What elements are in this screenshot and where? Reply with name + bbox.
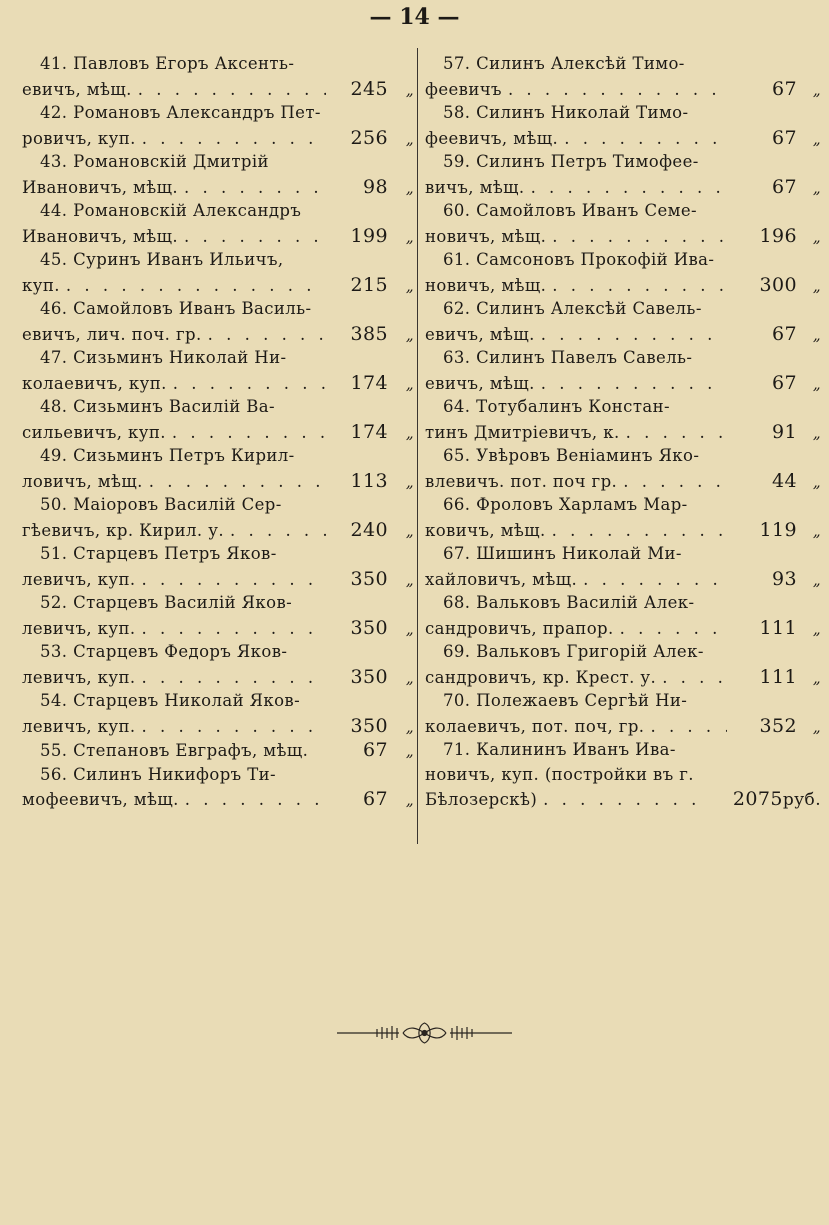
entry-name: Самойловъ Иванъ Василь-: [73, 299, 312, 318]
entry-continuation: феевичъ, мѣщ.: [425, 128, 559, 148]
list-item: [22, 640, 414, 689]
entry-number: 47.: [40, 348, 68, 367]
entry-amount: 300: [759, 273, 797, 296]
ditto-mark: „: [405, 521, 414, 540]
list-item: [425, 297, 821, 346]
entry-name: Увѣровъ Веніаминъ Яко-: [476, 446, 700, 465]
entry-name: Вальковъ Василій Алек-: [476, 593, 695, 612]
entry-number: 56.: [40, 764, 68, 784]
list-item: [425, 395, 821, 444]
leader-dots: [178, 225, 326, 250]
leader-dots: [136, 617, 327, 642]
entry-continuation: гѣевичъ, кр. Кирил. у.: [22, 520, 224, 540]
ditto-mark: „: [405, 227, 414, 246]
entry-amount: 256: [350, 126, 388, 149]
entry-amount: 215: [350, 273, 388, 296]
ditto-mark: „: [405, 178, 414, 197]
entry-amount: 350: [350, 567, 388, 590]
entry-name: Сизьминъ Петръ Кирил-: [73, 446, 295, 465]
entry-number: 58.: [443, 103, 471, 122]
entry-continuation: левичъ, куп.: [22, 667, 136, 687]
leader-dots: [620, 421, 727, 446]
ditto-mark: „: [405, 570, 414, 589]
entry-amount: 245: [350, 77, 388, 100]
list-item: [425, 346, 821, 395]
ditto-mark: „: [405, 129, 414, 148]
entry-amount: 111: [759, 616, 797, 639]
list-item: [425, 444, 821, 493]
ditto-mark: „: [405, 742, 414, 760]
entry-number: 51.: [40, 544, 68, 563]
entry-continuation: ловичъ, мѣщ.: [22, 471, 143, 491]
list-item: [425, 493, 821, 542]
ditto-mark: „: [405, 374, 414, 393]
leader-dots: [546, 519, 727, 544]
entry-amount: 67: [363, 788, 388, 810]
leader-dots: [166, 421, 326, 446]
ditto-mark: „: [405, 472, 414, 491]
entry-number: 52.: [40, 593, 68, 612]
entry-continuation: влевичъ. пот. поч гр.: [425, 471, 618, 491]
list-item: [22, 150, 414, 199]
entry-amount: 350: [350, 714, 388, 737]
ornament-divider-icon: [337, 1020, 512, 1046]
entry-name: Сизьминъ Николай Ни-: [73, 348, 287, 367]
entry-name: Романовскій Александръ: [73, 201, 302, 220]
entry-name: Старцевъ Николай Яков-: [73, 691, 301, 710]
entry-continuation: Ивановичъ, мѣщ.: [22, 226, 178, 246]
page-number: — 14 —: [369, 4, 460, 30]
ditto-mark: „: [812, 129, 821, 148]
list-item: [22, 542, 414, 591]
leader-dots: [502, 78, 727, 103]
entry-amount: 113: [350, 469, 388, 492]
entry-continuation: евичъ, лич. поч. гр.: [22, 324, 202, 344]
entry-amount: 2075: [732, 788, 783, 810]
entry-name: Степановъ Евграфъ, мѣщ.: [73, 741, 309, 760]
leader-dots: [577, 568, 727, 593]
entry-number: 55.: [40, 741, 68, 760]
entry-continuation: хайловичъ, мѣщ.: [425, 569, 578, 589]
list-item: [425, 640, 821, 689]
entry-name: Вальковъ Григорій Алек-: [476, 642, 704, 661]
entry-amount: 91: [772, 420, 797, 443]
entry-amount: 196: [759, 224, 797, 247]
entry-amount: 67: [363, 739, 388, 761]
entry-amount: 350: [350, 665, 388, 688]
list-item: [425, 150, 821, 199]
entry-continuation: левичъ, куп.: [22, 716, 136, 736]
entry-continuation: тинъ Дмитріевичъ, к.: [425, 422, 620, 442]
entry-amount: 240: [350, 518, 388, 541]
list-item: [22, 199, 414, 248]
leader-dots: [535, 323, 727, 348]
entry-continuation: новичъ, куп. (постройки въ г.: [425, 764, 694, 784]
entry-continuation: ковичъ, мѣщ.: [425, 520, 546, 540]
list-item: [22, 763, 414, 812]
entry-continuation: ровичъ, куп.: [22, 128, 136, 148]
entry-amount: 174: [350, 371, 388, 394]
entry-continuation: новичъ, мѣщ.: [425, 275, 547, 295]
entry-name: Суринъ Иванъ Ильичъ,: [73, 250, 284, 269]
entry-amount: 98: [363, 175, 388, 198]
list-item: [425, 689, 821, 738]
entry-name: Силинъ Алексѣй Савель-: [476, 299, 702, 318]
leader-dots: [132, 78, 326, 103]
entry-number: 46.: [40, 299, 68, 318]
entry-amount: 44: [772, 469, 797, 492]
ditto-mark: „: [812, 717, 821, 736]
entry-continuation: Ивановичъ, мѣщ.: [22, 177, 178, 197]
column-divider: [417, 48, 418, 844]
entry-name: Шишинъ Николай Ми-: [476, 544, 682, 563]
entry-number: 43.: [40, 152, 68, 171]
leader-dots: [143, 470, 326, 495]
leader-dots: [136, 127, 326, 152]
ditto-mark: „: [405, 80, 414, 99]
entry-number: 61.: [443, 250, 471, 269]
entry-number: 48.: [40, 397, 68, 416]
ditto-mark: „: [812, 276, 821, 295]
entry-continuation-2: Бѣлозерскѣ): [425, 790, 538, 809]
entry-name: Силинъ Павелъ Савель-: [476, 348, 693, 367]
entry-amount: 174: [350, 420, 388, 443]
entry-continuation: мофеевичъ, мѣщ.: [22, 790, 179, 809]
entry-amount: 119: [759, 518, 797, 541]
list-item: [425, 199, 821, 248]
entry-amount: 67: [772, 322, 797, 345]
leader-dots: [167, 372, 326, 397]
leader-dots: [136, 568, 327, 593]
entry-number: 70.: [443, 691, 471, 710]
leader-dots: [614, 617, 727, 642]
leader-dots: [656, 666, 727, 691]
entry-name: Силинъ Алексѣй Тимо-: [476, 54, 685, 73]
entry-number: 50.: [40, 495, 68, 514]
ditto-mark: „: [405, 717, 414, 736]
entry-amount: 199: [350, 224, 388, 247]
entry-name: Фроловъ Харламъ Мар-: [476, 495, 688, 514]
entry-amount: 93: [772, 567, 797, 590]
entry-amount: 67: [772, 77, 797, 100]
list-item: [22, 493, 414, 542]
list-item: [22, 395, 414, 444]
entry-number: 42.: [40, 103, 68, 122]
ditto-mark: „: [812, 178, 821, 197]
leader-dots: [546, 225, 727, 250]
entry-number: 44.: [40, 201, 68, 220]
ditto-mark: „: [812, 80, 821, 99]
entry-name: Романовскій Дмитрій: [73, 152, 269, 171]
list-item: [22, 689, 414, 738]
entry-continuation: сильевичъ, куп.: [22, 422, 166, 442]
entry-number: 49.: [40, 446, 68, 465]
entry-continuation: колаевичъ, куп.: [22, 373, 167, 393]
ditto-mark: „: [405, 325, 414, 344]
entry-number: 65.: [443, 446, 471, 465]
leader-dots: [179, 788, 326, 813]
entry-continuation: новичъ, мѣщ.: [425, 226, 547, 246]
leader-dots: [202, 323, 326, 348]
entry-continuation: куп.: [22, 275, 60, 295]
ditto-mark: „: [405, 276, 414, 295]
ditto-mark: „: [812, 325, 821, 344]
ditto-mark: „: [405, 791, 414, 809]
entry-continuation: евичъ, мѣщ.: [425, 373, 535, 393]
entry-name: Самсоновъ Прокофій Ива-: [476, 250, 715, 269]
entry-continuation: феевичъ: [425, 79, 502, 99]
entry-name: Полежаевъ Сергѣй Ни-: [476, 691, 688, 710]
list-item: [22, 444, 414, 493]
entry-number: 64.: [443, 397, 471, 416]
currency-unit: руб.: [782, 790, 821, 810]
entry-name: Павловъ Егоръ Аксенть-: [73, 54, 295, 73]
entry-amount: 111: [759, 665, 797, 688]
list-item: [425, 738, 821, 812]
entry-name: Старцевъ Федоръ Яков-: [73, 642, 288, 661]
entry-amount: 67: [772, 371, 797, 394]
list-item: [425, 591, 821, 640]
leader-dots: [617, 470, 727, 495]
entry-continuation: левичъ, куп.: [22, 569, 136, 589]
entry-amount: 385: [350, 322, 388, 345]
leader-dots: [558, 127, 727, 152]
list-item: [425, 52, 821, 101]
entry-name: Калининъ Иванъ Ива-: [476, 740, 676, 759]
entry-amount: 67: [772, 126, 797, 149]
entry-number: 54.: [40, 691, 68, 710]
entry-name: Старцевъ Василій Яков-: [73, 593, 293, 612]
entry-amount: 352: [759, 714, 797, 737]
list-item: [22, 52, 414, 101]
leader-dots: [535, 372, 727, 397]
entry-number: 67.: [443, 544, 471, 563]
entry-amount: 350: [350, 616, 388, 639]
entry-name: Старцевъ Петръ Яков-: [73, 544, 277, 563]
entry-number: 41.: [40, 54, 68, 73]
ditto-mark: „: [812, 374, 821, 393]
entry-continuation: евичъ, мѣщ.: [22, 79, 132, 99]
leader-dots: [525, 176, 727, 201]
list-item: [22, 101, 414, 150]
list-item: [425, 101, 821, 150]
entry-continuation: сандровичъ, кр. Крест. у.: [425, 667, 657, 687]
ditto-mark: „: [405, 423, 414, 442]
ditto-mark: „: [812, 668, 821, 687]
leader-dots: [178, 176, 326, 201]
entry-continuation: евичъ, мѣщ.: [425, 324, 535, 344]
entry-number: 53.: [40, 642, 68, 661]
ditto-mark: „: [405, 668, 414, 687]
list-item: [22, 591, 414, 640]
entry-continuation: левичъ, куп.: [22, 618, 136, 638]
entry-name: Силинъ Никифоръ Ти-: [73, 764, 276, 784]
leader-dots: [136, 666, 327, 691]
entry-name: Сизьминъ Василій Ва-: [73, 397, 276, 416]
list-item: [22, 297, 414, 346]
entry-number: 66.: [443, 495, 471, 514]
list-item: [22, 738, 414, 763]
entry-name: Силинъ Петръ Тимофее-: [476, 152, 699, 171]
list-item: [22, 346, 414, 395]
ditto-mark: „: [812, 472, 821, 491]
ditto-mark: „: [812, 619, 821, 638]
ditto-mark: „: [812, 227, 821, 246]
entry-name: Маіоровъ Василій Сер-: [73, 495, 282, 514]
entry-number: 69.: [443, 642, 471, 661]
list-item: [425, 248, 821, 297]
entry-number: 68.: [443, 593, 471, 612]
entry-number: 63.: [443, 348, 471, 367]
ditto-mark: „: [812, 521, 821, 540]
entry-number: 45.: [40, 250, 68, 269]
list-item: [425, 542, 821, 591]
entry-name: Тотубалинъ Констан-: [476, 397, 670, 416]
leader-dots: [537, 788, 703, 813]
entry-name: Самойловъ Иванъ Семе-: [476, 201, 698, 220]
entry-continuation: колаевичъ, пот. поч, гр.: [425, 716, 645, 736]
leader-dots: [546, 274, 727, 299]
leader-dots: [644, 715, 727, 740]
leader-dots: [224, 519, 326, 544]
entry-continuation: сандровичъ, прапор.: [425, 618, 614, 638]
entry-number: 59.: [443, 152, 471, 171]
ditto-mark: „: [812, 423, 821, 442]
leader-dots: [136, 715, 327, 740]
ditto-mark: „: [405, 619, 414, 638]
entry-number: 62.: [443, 299, 471, 318]
list-item: [22, 248, 414, 297]
ditto-mark: „: [812, 570, 821, 589]
entry-number: 57.: [443, 54, 471, 73]
entry-name: Романовъ Александръ Пет-: [73, 103, 321, 122]
entry-number: 60.: [443, 201, 471, 220]
entry-continuation: вичъ, мѣщ.: [425, 177, 525, 197]
leader-dots: [60, 274, 326, 299]
entry-number: 71.: [443, 740, 471, 759]
left-column: [22, 52, 414, 812]
entry-amount: 67: [772, 175, 797, 198]
entry-name: Силинъ Николай Тимо-: [476, 103, 689, 122]
right-column: [425, 52, 821, 812]
